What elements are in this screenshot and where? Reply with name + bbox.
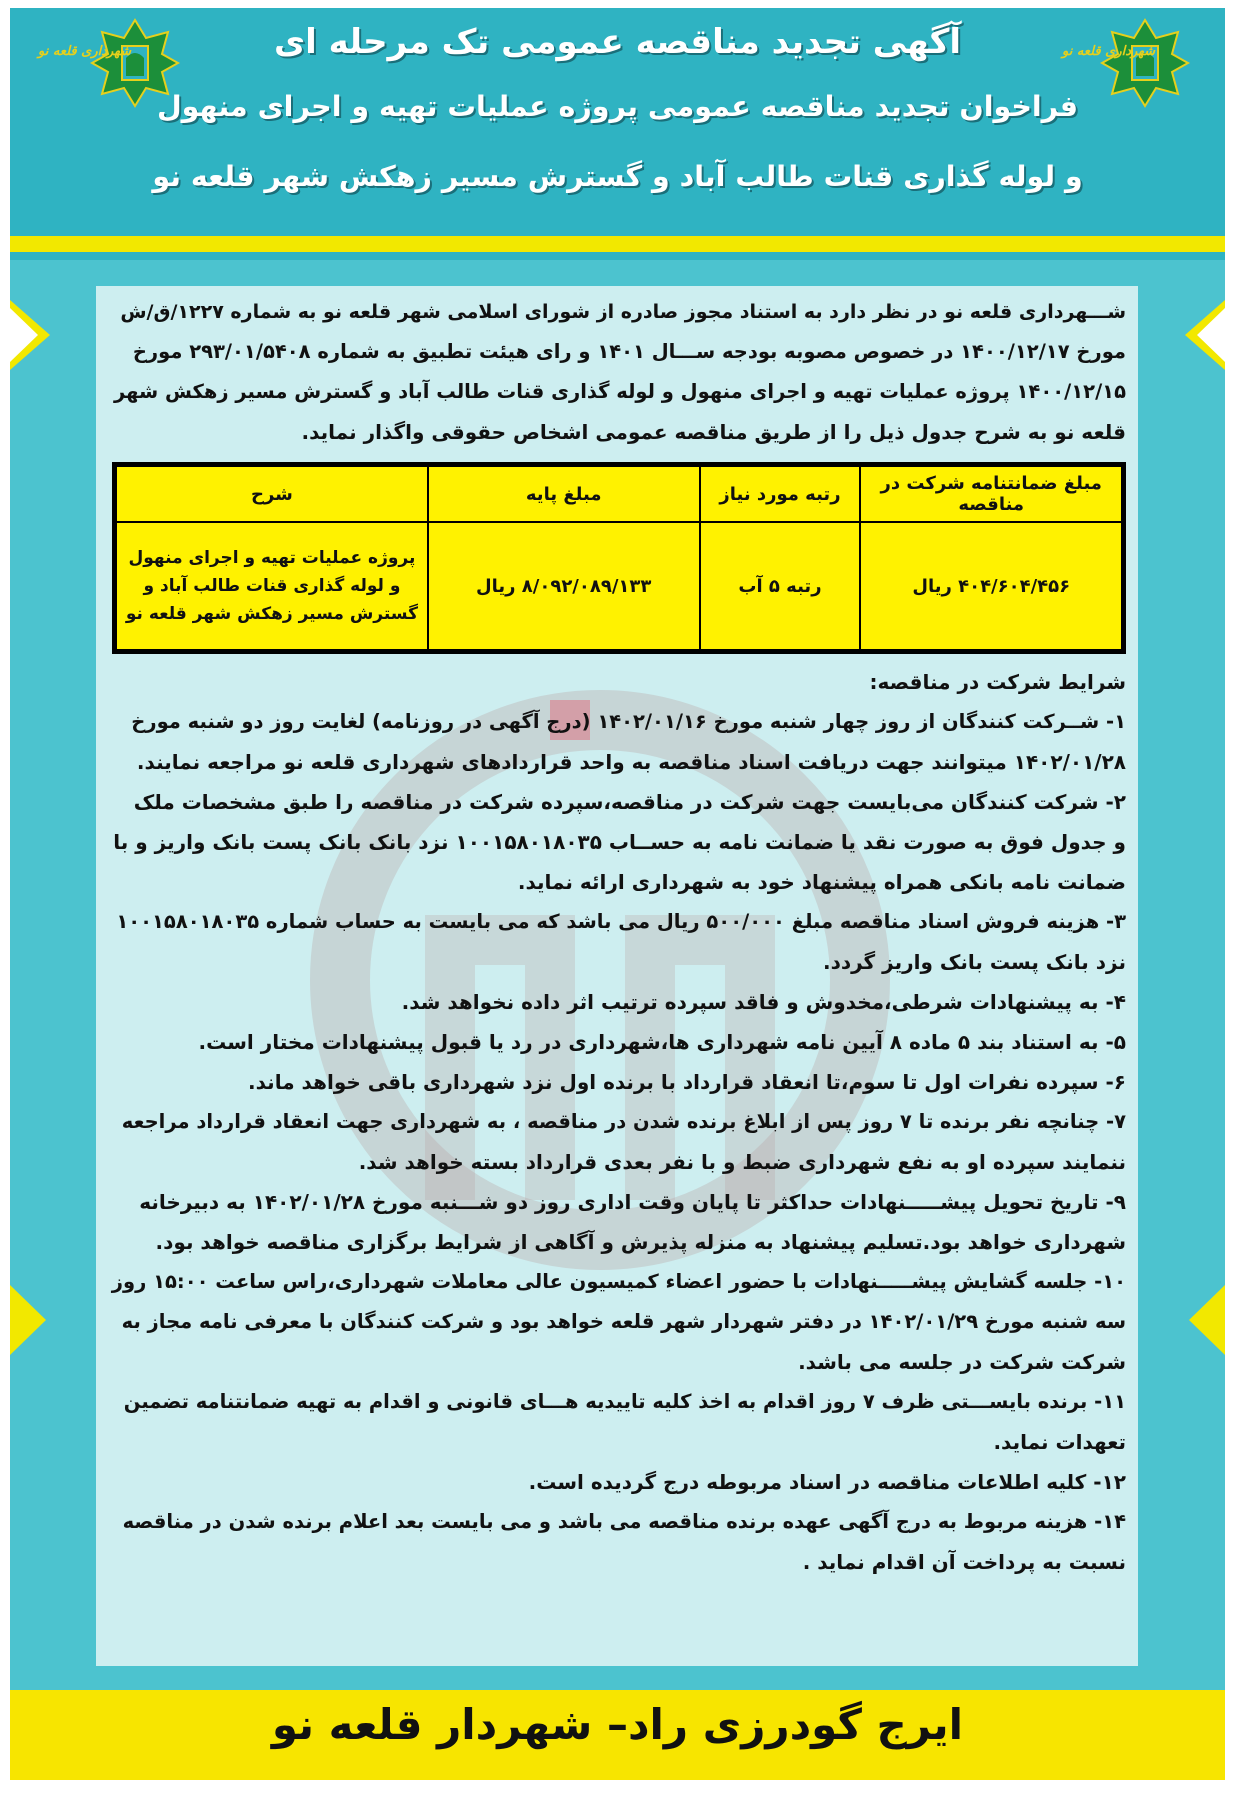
- condition-line: ۱۴- هزینه مربوط به درج آگهی عهده برنده مناقصه می باشد و می بایست بعد اعلام برنده شدن در مناقصه: [122, 1510, 1126, 1533]
- condition-line: تعهدات نماید.: [993, 1430, 1126, 1454]
- condition-line: ننمایند سپرده او به نفع شهرداری ضبط و با نفر بعدی قرارداد بسته خواهد شد.: [358, 1150, 1126, 1174]
- intro-line: ۱۴۰۰/۱۲/۱۵ پروژه عملیات تهیه و اجرای منهول و لوله گذاری قنات طالب آباد و گسترش مسیر زهکش شهر: [114, 380, 1126, 403]
- condition-line: ۹- تاریخ تحویل پیشـــــنهادات حداکثر تا پایان وقت اداری روز دو شـــنبه مورخ ۱۴۰۲/۰۱/۲۸ به دبیرخانه: [139, 1190, 1126, 1214]
- condition-line: و جدول فوق به صورت نقد یا ضمانت نامه به حســاب ۱۰۰۱۵۸۰۱۸۰۳۵ نزد بانک بانک پست بانک واریز و با: [113, 830, 1126, 854]
- condition-line: ۳- هزینه فروش اسناد مناقصه مبلغ ۵۰۰/۰۰۰ ریال می باشد که می بایست به حساب شماره ۱۰۰۱۵۸۰۱۸۰۳۵: [116, 910, 1126, 933]
- condition-line: ۴- به پیشنهادات شرطی،مخدوش و فاقد سپرده ترتیب اثر داده نخواهد شد.: [401, 990, 1126, 1014]
- condition-line: ۱- شــرکت کنندگان از روز چهار شنبه مورخ ۱۴۰۲/۰۱/۱۶ (درج آگهی در روزنامه) لغایت روز دو شنبه مورخ: [131, 710, 1126, 733]
- side-arrow-icon: [1185, 300, 1225, 370]
- table-cell-desc: پروژه عملیات تهیه و اجرای منهول و لوله گذاری قنات طالب آباد و گسترش مسیر زهکش شهر قلعه نو: [116, 522, 428, 650]
- intro-line: مورخ ۱۴۰۰/۱۲/۱۷ در خصوص مصوبه بودجه ســـال ۱۴۰۱ و رای هیئت تطبیق به شماره ۲۹۳/۰۱/۵۴۰۸ مورخ: [132, 340, 1126, 363]
- condition-line: ۱۰- جلسه گشایش پیشـــــنهادات با حضور اعضاء کمیسیون عالی معاملات شهرداری،راس ساعت ۱۵:۰۰ روز: [111, 1270, 1126, 1293]
- tender-table: [112, 462, 1126, 654]
- condition-line: ۱۱- برنده بایســـتی ظرف ۷ روز اقدام به اخذ کلیه تاییدیه هـــای قانونی و اقدام به تهیه ضمانتنامه تضمین: [123, 1390, 1126, 1413]
- table-cell-base: ۸/۰۹۲/۰۸۹/۱۳۳ ریال: [428, 522, 700, 650]
- condition-line: نزد بانک پست بانک واریز گردد.: [822, 950, 1126, 974]
- ad-subtitle-line2: و لوله گذاری قنات طالب آباد و گسترش مسیر زهکش شهر قلعه نو: [152, 160, 1083, 193]
- table-cell-rank: رتبه ۵ آب: [700, 522, 861, 650]
- condition-line: ۱۲- کلیه اطلاعات مناقصه در اسناد مربوطه درج گردیده است.: [528, 1470, 1126, 1494]
- table-header-guarantee: مبلغ ضمانتنامه شرکت در مناقصه: [860, 466, 1122, 522]
- table-header-base: مبلغ پایه: [428, 466, 700, 522]
- condition-line: سه شنبه مورخ ۱۴۰۲/۰۱/۲۹ در دفتر شهردار شهر قلعه خواهد بود و شرکت کنندگان با معرفی نامه مجاز به: [121, 1310, 1126, 1333]
- condition-line: ۵- به استناد بند ۵ ماده ۸ آیین نامه شهرداری ها،شهرداری در رد یا قبول پیشنهادات مختار است.: [198, 1030, 1126, 1054]
- emblem-caption-right: شهرداری قلعه نو: [1062, 44, 1156, 59]
- ad-title: آگهی تجدید مناقصه عمومی تک مرحله ای: [273, 22, 962, 62]
- header-yellow-stripe: [10, 236, 1225, 252]
- condition-line: ۷- چنانچه نفر برنده تا ۷ روز پس از ابلاغ برنده شدن در مناقصه ، به شهرداری جهت انعقاد قرارداد مراجعه: [121, 1110, 1126, 1133]
- table-header-desc: شرح: [116, 466, 428, 522]
- condition-line: ضمانت نامه بانکی همراه پیشنهاد خود به شهرداری ارائه نماید.: [517, 870, 1126, 894]
- emblem-caption-left: شهرداری قلعه نو: [38, 44, 132, 59]
- intro-line: شـــهرداری قلعه نو در نظر دارد به استناد مجوز صادره از شورای اسلامی شهر قلعه نو به شماره ۱۲۲۷/ق/ش: [120, 301, 1126, 323]
- municipality-emblem-icon: [1100, 18, 1190, 108]
- table-cell-guarantee: ۴۰۴/۶۰۴/۴۵۶ ریال: [860, 522, 1122, 650]
- condition-line: نسبت به پرداخت آن اقدام نماید .: [802, 1550, 1126, 1574]
- side-arrow-icon: [10, 300, 50, 370]
- condition-line: شرکت شرکت در جلسه می باشد.: [798, 1350, 1126, 1374]
- condition-line: ۲- شرکت کنندگان می‌بایست جهت شرکت در مناقصه،سپرده شرکت در مناقصه را طبق مشخصات ملک: [133, 790, 1126, 814]
- ad-subtitle-line1: فراخوان تجدید مناقصه عمومی پروژه عملیات تهیه و اجرای منهول: [156, 90, 1079, 123]
- footer-signature: ایرج گودرزی راد– شهردار قلعه نو: [271, 1700, 964, 1749]
- condition-line: ۱۴۰۲/۰۱/۲۸ میتوانند جهت دریافت اسناد مناقصه به واحد قراردادهای شهرداری قلعه نو مراجعه نمایند.: [136, 750, 1126, 774]
- condition-line: شهرداری خواهد بود.تسلیم پیشنهاد به منزله پذیرش و آگاهی از شرایط برگزاری مناقصه خواهد بود.: [155, 1230, 1126, 1254]
- conditions-title: شرایط شرکت در مناقصه:: [869, 670, 1126, 694]
- side-arrow-icon: [10, 1285, 46, 1355]
- condition-line: ۶- سپرده نفرات اول تا سوم،تا انعقاد قرارداد با برنده اول نزد شهرداری باقی خواهد ماند.: [248, 1070, 1126, 1094]
- intro-line: قلعه نو به شرح جدول ذیل را از طریق مناقصه عمومی اشخاص حقوقی واگذار نماید.: [301, 420, 1126, 444]
- table-header-rank: رتبه مورد نیاز: [700, 466, 861, 522]
- side-arrow-icon: [1189, 1285, 1225, 1355]
